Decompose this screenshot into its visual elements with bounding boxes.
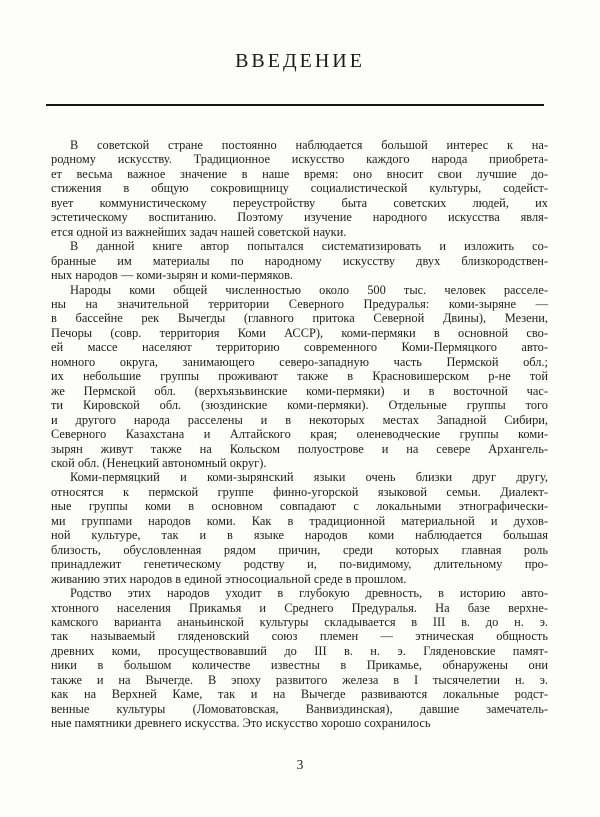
text-line: ской обл. (Ненецкий автономный округ). [51, 455, 267, 470]
text-line: вует коммунистическому переустройству быта советских людей, их [51, 195, 548, 210]
text-line: ет весьма важное значение в наше время: оно вносит свои лучшие до- [51, 166, 548, 181]
text-line: и другого народа расселены и в некоторых местах Западной Сибири, [51, 412, 548, 427]
text-line: ется одной из важнейших задач нашей советской науки. [51, 224, 347, 239]
text-line: ные группы коми в основном совпадают с локальными этнографически- [51, 499, 548, 514]
text-line: же Пермской обл. (верхъязьвинские коми-пермяки) и в восточной час- [51, 383, 548, 398]
page-number: 3 [296, 757, 304, 772]
text-line: в бассейне рек Вычегды (главного притока Северной Двины), Мезени, [51, 311, 548, 326]
page-title: ВВЕДЕНИЕ [235, 50, 365, 72]
text-line: родному искусству. Традиционное искусство каждого народа приобрета- [51, 152, 548, 167]
text-line: ей массе населяют территорию современного Коми-Пермяцкого авто- [51, 340, 548, 355]
text-line: близость, обусловленная рядом причин, среди которых главная роль [51, 542, 548, 557]
text-line: ны на значительной территории Северного Предуралья: коми-зыряне — [51, 296, 548, 311]
text-line: В данной книге автор попытался систематизировать и изложить со- [70, 239, 548, 254]
text-line: ные памятники древнего искусства. Это искусство хорошо сохранилось [51, 716, 431, 731]
text-line: ми группами народов коми. Как в традиционной материальной и духов- [51, 513, 548, 528]
paragraph [51, 283, 548, 471]
text-line: ники в большом количестве известны в Прикамье, обнаружены они [51, 658, 548, 673]
text-line: В советской стране постоянно наблюдается большой интерес к на- [70, 138, 548, 152]
body-text [51, 138, 548, 731]
text-line: так называемый гляденовский союз племен — этническая общность [51, 629, 548, 644]
text-line: ной культуре, так и в языке народов коми наблюдается большая [51, 528, 548, 543]
paragraph [51, 239, 548, 282]
text-line: как на Верхней Каме, так и на Вычегде развиваются локальные родст- [51, 687, 548, 702]
title-rule [46, 104, 544, 106]
text-line: Северного Казахстана и Алтайского края; оленеводческие группы коми- [51, 427, 548, 442]
text-line: номного округа, занимающего северо-западную часть Пермской обл.; [51, 354, 548, 369]
text-line: стижения в общую сокровищницу социалистической культуры, содейст- [51, 181, 548, 196]
text-line: Печоры (совр. территория Коми АССР), коми-пермяки в основной сво- [51, 325, 548, 340]
text-line: хтонного населения Прикамья и Среднего Предуралья. На базе верхне- [51, 600, 548, 615]
text-line: Родство этих народов уходит в глубокую древность, в историю авто- [70, 586, 548, 601]
text-line: живанию этих народов в единой этносоциальной среде в прошлом. [51, 571, 407, 586]
text-line: принадлежит генетическому родству и, по-видимому, длительному про- [51, 557, 548, 572]
text-line: зырян живут также на Кольском полуострове и на севере Архангель- [51, 441, 548, 456]
text-line: венные культуры (Ломоватовская, Ванвиздинская), давшие замечатель- [51, 701, 548, 716]
text-line: эстетическому воспитанию. Поэтому изучение народного искусства явля- [51, 210, 548, 225]
paragraph [51, 586, 548, 731]
text-line: относятся к пермской группе финно-угорской языковой семьи. Диалект- [51, 484, 548, 499]
text-line: Народы коми общей численностью около 500 тыс. человек расселе- [70, 282, 548, 297]
text-line: бранные им материалы по народному искусству двух близкородствен- [51, 253, 548, 268]
text-line: ти Кировской обл. (зюздинские коми-пермяки). Отдельные группы того [51, 398, 548, 413]
text-line: ных народов — коми-зырян и коми-пермяков. [51, 268, 294, 283]
text-line: также и на Вычегде. В эпоху развитого железа в I тысячелетии н. э. [51, 672, 548, 687]
paragraph [51, 138, 548, 239]
text-line: их небольшие группы проживают также в Красновишерском р-не той [51, 369, 548, 384]
text-line: древних коми, просуществовавший до III в. н. э. Гляденовские памят- [51, 643, 548, 658]
text-line: Коми-пермяцкий и коми-зырянский языки очень близки друг другу, [70, 470, 548, 485]
paragraph [51, 470, 548, 586]
text-line: камского варианта ананьинской культуры складывается в III в. до н. э. [51, 614, 548, 629]
